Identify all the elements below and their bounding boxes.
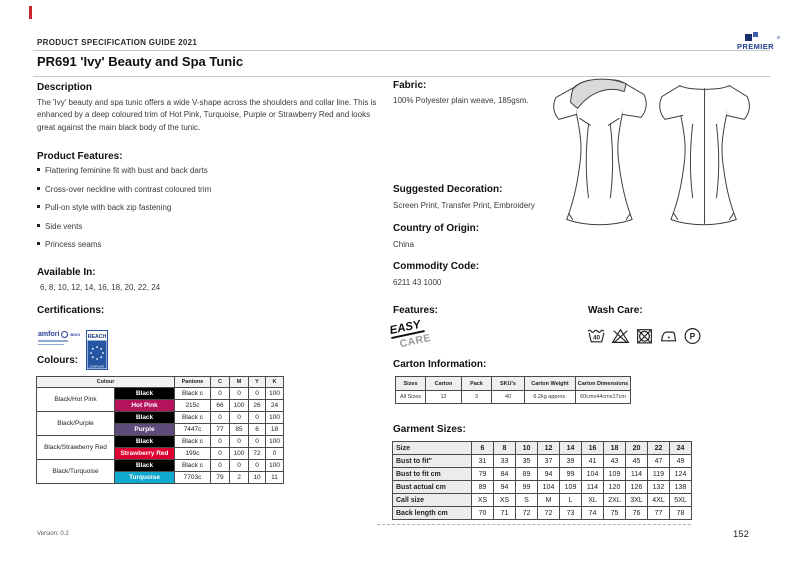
table-cell: 70	[472, 507, 494, 520]
colours-header-row	[37, 377, 284, 388]
description-heading: Description	[37, 82, 93, 93]
table-cell: 60cmx44cmx17cm	[576, 391, 631, 404]
table-cell: M	[538, 494, 560, 507]
table-cell: Carton Dimensions	[576, 377, 631, 391]
garment-row-label: Size	[393, 442, 472, 455]
table-cell: 40	[492, 391, 525, 404]
table-cell: Carton	[426, 377, 462, 391]
table-cell: 0	[211, 388, 230, 400]
feature-item: Flattering feminine fit with bust and back darts	[37, 166, 211, 175]
easy-care-logo-top: EASY	[389, 318, 425, 339]
available-sizes: 6, 8, 10, 12, 14, 16, 18, 20, 22, 24	[40, 283, 161, 292]
available-in-heading: Available In:	[37, 267, 96, 278]
garment-row-label: Call size	[393, 494, 472, 507]
wash-40-icon	[587, 326, 606, 345]
table-cell: 100	[266, 436, 284, 448]
premier-logo-text: PREMIER	[737, 42, 774, 51]
table-cell: 109	[604, 468, 626, 481]
table-cell: 0	[249, 436, 266, 448]
feature-item: Princess seams	[37, 240, 211, 249]
table-cell: 72	[516, 507, 538, 520]
table-cell: 72	[249, 448, 266, 460]
commodity-code-heading: Commodity Code:	[393, 261, 480, 272]
table-cell: 100	[230, 400, 249, 412]
premier-logo-squares-icon	[737, 32, 785, 42]
guide-header: PRODUCT SPECIFICATION GUIDE 2021	[37, 38, 198, 47]
table-cell: 79	[211, 472, 230, 484]
col-header-m: M	[230, 377, 249, 388]
iron-one-dot-icon	[659, 326, 678, 345]
version-label: Version: 0.2	[37, 531, 69, 537]
table-cell: 89	[472, 481, 494, 494]
amfori-bsci-logo	[38, 331, 80, 345]
table-cell: 126	[626, 481, 648, 494]
colour-group: Black/Turquoise	[37, 460, 115, 484]
colour-swatch: Turquoise	[115, 472, 175, 484]
table-cell: 24	[266, 400, 284, 412]
col-header-c: C	[211, 377, 230, 388]
pantone-cell: 215c	[175, 400, 211, 412]
tunic-back-left-sleeve	[660, 86, 683, 120]
table-cell: S	[516, 494, 538, 507]
features-heading: Features:	[393, 305, 439, 316]
colours-table	[36, 376, 284, 484]
colour-row	[37, 460, 284, 472]
amfori-tagline-bar	[38, 344, 64, 346]
colour-row	[37, 388, 284, 400]
table-cell: 0	[211, 448, 230, 460]
garment-row-label: Back length cm	[393, 507, 472, 520]
table-cell: 18	[266, 424, 284, 436]
carton-information-table	[395, 376, 631, 404]
table-cell: 74	[582, 507, 604, 520]
table-cell: 100	[266, 388, 284, 400]
table-cell: 45	[626, 455, 648, 468]
table-cell: 43	[604, 455, 626, 468]
table-cell: 114	[582, 481, 604, 494]
dry-clean-p-icon	[683, 326, 702, 345]
fabric-body: 100% Polyester plain weave, 185gsm.	[393, 96, 529, 105]
colour-swatch: Black	[115, 412, 175, 424]
table-cell: 33	[494, 455, 516, 468]
page-title: PR691 'Ivy' Beauty and Spa Tunic	[37, 54, 244, 69]
garment-sizes-table	[392, 441, 692, 520]
table-cell: 77	[211, 424, 230, 436]
table-cell: 5XL	[670, 494, 692, 507]
table-cell: 100	[266, 412, 284, 424]
garment-row-call-size	[393, 494, 692, 507]
country-of-origin-heading: Country of Origin:	[393, 223, 480, 234]
bsci-logo-text: BSCI	[70, 332, 80, 337]
table-cell: 6.2kg approx.	[525, 391, 576, 404]
table-cell: 47	[648, 455, 670, 468]
pantone-cell: 7447c	[175, 424, 211, 436]
carton-header-row	[396, 377, 631, 391]
table-cell: 24	[670, 442, 692, 455]
garment-row-bust-actual-cm	[393, 481, 692, 494]
table-cell: Sizes	[396, 377, 426, 391]
table-cell: 31	[472, 455, 494, 468]
table-cell: 2	[230, 472, 249, 484]
table-cell: SKU's	[492, 377, 525, 391]
colour-swatch: Black	[115, 460, 175, 472]
table-cell: 0	[249, 412, 266, 424]
colour-swatch: Black	[115, 436, 175, 448]
table-cell: 10	[249, 472, 266, 484]
tunic-back-right-sleeve	[726, 86, 749, 120]
table-cell: 84	[494, 468, 516, 481]
table-cell: 76	[626, 507, 648, 520]
table-cell: 0	[230, 460, 249, 472]
garment-row-back-length-cm	[393, 507, 692, 520]
table-cell: 71	[494, 507, 516, 520]
table-cell: 0	[249, 388, 266, 400]
table-cell: 100	[266, 460, 284, 472]
svg-text:40: 40	[592, 334, 601, 342]
garment-row-label: Bust to fit cm	[393, 468, 472, 481]
table-cell: 119	[648, 468, 670, 481]
table-cell: Pack	[462, 377, 492, 391]
table-cell: 94	[494, 481, 516, 494]
colour-swatch: Strawberry Red	[115, 448, 175, 460]
colour-group: Black/Hot Pink	[37, 388, 115, 412]
table-cell: 120	[604, 481, 626, 494]
pantone-cell: 199c	[175, 448, 211, 460]
fabric-heading: Fabric:	[393, 80, 427, 91]
table-cell: 16	[582, 442, 604, 455]
table-cell: 10	[516, 442, 538, 455]
do-not-tumble-dry-icon	[635, 326, 654, 345]
table-cell: 49	[670, 455, 692, 468]
table-cell: 72	[538, 507, 560, 520]
table-cell: 104	[582, 468, 604, 481]
table-cell: 11	[266, 472, 284, 484]
feature-item: Cross-over neckline with contrast coloured trim	[37, 185, 211, 194]
table-cell: 104	[538, 481, 560, 494]
table-cell: 12	[426, 391, 462, 404]
table-cell: 85	[230, 424, 249, 436]
pantone-cell: 7703c	[175, 472, 211, 484]
garment-row-label: Bust actual cm	[393, 481, 472, 494]
table-cell: 77	[648, 507, 670, 520]
table-cell: 12	[538, 442, 560, 455]
tunic-technical-drawing	[528, 70, 773, 252]
table-cell: 37	[538, 455, 560, 468]
globe-icon	[61, 331, 68, 338]
colour-swatch: Black	[115, 388, 175, 400]
table-cell: XL	[582, 494, 604, 507]
table-cell: 14	[560, 442, 582, 455]
table-cell: Carton Weight	[525, 377, 576, 391]
col-header-colour: Colour	[37, 377, 175, 388]
garment-row-size	[393, 442, 692, 455]
svg-text:P: P	[689, 330, 696, 341]
table-cell: 89	[516, 468, 538, 481]
table-cell: 0	[211, 412, 230, 424]
table-cell: 73	[560, 507, 582, 520]
country-of-origin-body: China	[393, 240, 414, 249]
table-cell: 26	[249, 400, 266, 412]
table-cell: 18	[604, 442, 626, 455]
table-cell: 0	[266, 448, 284, 460]
table-cell: 22	[648, 442, 670, 455]
do-not-bleach-icon	[611, 326, 630, 345]
garment-row-bust-to-fit-in	[393, 455, 692, 468]
table-cell: 8	[494, 442, 516, 455]
garment-row-label: Bust to fit"	[393, 455, 472, 468]
table-cell: 35	[516, 455, 538, 468]
table-cell: 99	[560, 468, 582, 481]
table-cell: 2XL	[604, 494, 626, 507]
table-cell: 100	[230, 448, 249, 460]
col-header-k: K	[266, 377, 284, 388]
table-cell: 3	[462, 391, 492, 404]
description-body: The 'Ivy' beauty and spa tunic offers a wide V-shape across the shoulders and collar line. This is enhanced by a deep coloured trim of Hot Pink, Turquoise, Purple or Strawberry Red and looks great against the main black body of the tunic.	[37, 98, 377, 132]
wash-care-icons	[587, 326, 702, 345]
table-cell: 39	[560, 455, 582, 468]
carton-information-heading: Carton Information:	[393, 359, 487, 370]
tunic-front-right-sleeve	[622, 84, 646, 118]
table-cell: 132	[648, 481, 670, 494]
feature-item: Pull-on style with back zip fastening	[37, 203, 211, 212]
colour-row	[37, 412, 284, 424]
garment-sizes-heading: Garment Sizes:	[393, 424, 466, 435]
table-cell: 4XL	[648, 494, 670, 507]
amfori-tagline-bar	[38, 340, 68, 342]
table-cell: All Sizes	[396, 391, 426, 404]
table-cell: 6	[472, 442, 494, 455]
table-cell: 3XL	[626, 494, 648, 507]
pantone-cell: Black c	[175, 436, 211, 448]
colour-swatch: Purple	[115, 424, 175, 436]
page-break-dashed-line	[377, 524, 691, 525]
table-cell: 79	[472, 468, 494, 481]
col-header-y: Y	[249, 377, 266, 388]
suggested-decoration-body: Screen Print, Transfer Print, Embroidery	[393, 201, 535, 210]
table-cell: 78	[670, 507, 692, 520]
reach-compliant-logo	[86, 330, 108, 370]
table-cell: 99	[516, 481, 538, 494]
table-cell: 124	[670, 468, 692, 481]
pantone-cell: Black c	[175, 412, 211, 424]
table-cell: 20	[626, 442, 648, 455]
table-cell: 41	[582, 455, 604, 468]
red-margin-mark	[29, 6, 32, 19]
premier-logo	[737, 32, 785, 51]
colour-group: Black/Strawberry Red	[37, 436, 115, 460]
table-cell: 0	[230, 388, 249, 400]
svg-text:REACH: REACH	[87, 334, 107, 340]
colour-swatch: Hot Pink	[115, 400, 175, 412]
feature-item: Side vents	[37, 222, 211, 231]
table-cell: 94	[538, 468, 560, 481]
table-cell: 0	[230, 412, 249, 424]
table-cell: 109	[560, 481, 582, 494]
svg-text:COMPLIANT: COMPLIANT	[89, 365, 105, 369]
table-cell: 0	[230, 436, 249, 448]
wash-care-heading: Wash Care:	[588, 305, 643, 316]
easy-care-logo	[389, 317, 433, 351]
commodity-code-body: 6211 43 1000	[393, 278, 442, 287]
table-cell: 0	[211, 460, 230, 472]
page-number: 152	[733, 529, 749, 540]
table-cell: XS	[472, 494, 494, 507]
header-divider	[33, 50, 770, 51]
easy-care-logo-bottom: CARE	[398, 331, 433, 351]
table-cell: 138	[670, 481, 692, 494]
table-cell: 114	[626, 468, 648, 481]
colours-heading: Colours:	[37, 355, 79, 366]
table-cell: L	[560, 494, 582, 507]
suggested-decoration-heading: Suggested Decoration:	[393, 184, 503, 195]
garment-row-bust-to-fit-cm	[393, 468, 692, 481]
col-header-pantone: Pantone	[175, 377, 211, 388]
pantone-cell: Black c	[175, 460, 211, 472]
carton-data-row	[396, 391, 631, 404]
product-features-heading: Product Features:	[37, 151, 123, 162]
product-features-list	[37, 166, 211, 259]
table-cell: 6	[249, 424, 266, 436]
certifications-heading: Certifications:	[37, 305, 105, 316]
table-cell: 75	[604, 507, 626, 520]
table-cell: 0	[211, 436, 230, 448]
table-cell: XS	[494, 494, 516, 507]
table-cell: 0	[249, 460, 266, 472]
amfori-logo-text: amfori	[38, 331, 60, 338]
pantone-cell: Black c	[175, 388, 211, 400]
colour-row	[37, 436, 284, 448]
colour-group: Black/Purple	[37, 412, 115, 436]
table-cell: 66	[211, 400, 230, 412]
